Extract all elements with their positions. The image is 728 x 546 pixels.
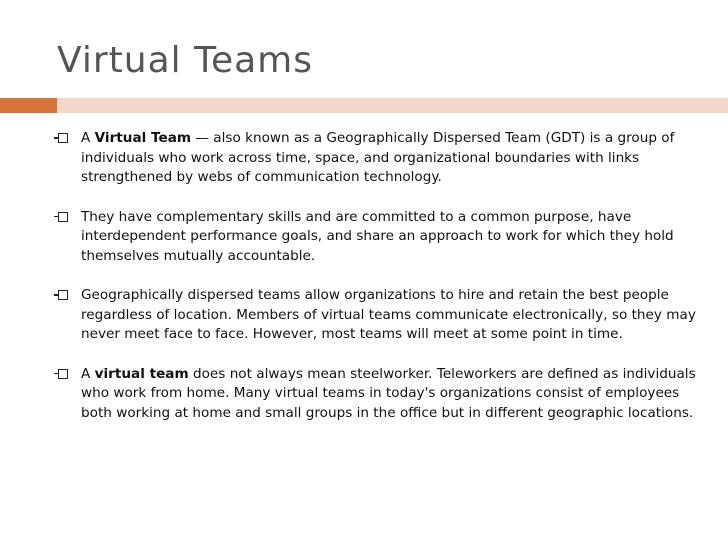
bullet-list — [58, 129, 698, 443]
bullet-text: — also known as a Geographically Dispersed Team (GDT) is a group of individuals who work across time, space, and organizational boundaries with links strengthened by webs of communication technology. — [81, 130, 675, 185]
bullet-item — [58, 286, 698, 345]
bullet-text: They have complementary skills and are committed to a common purpose, have interdependent performance goals, and share an approach to work for which they hold themselves mutually accountable. — [81, 208, 674, 264]
slide-title: Virtual Teams — [57, 40, 313, 81]
bullet-bold-text: Virtual Team — [94, 130, 192, 146]
title-underline-bar — [57, 98, 728, 113]
bullet-bold-text: virtual team — [94, 365, 189, 382]
bullet-text: A — [81, 365, 95, 382]
bullet-text: A — [81, 130, 95, 146]
title-accent-bar — [0, 98, 57, 113]
bullet-item — [58, 208, 698, 267]
square-bullet-icon — [58, 133, 68, 143]
square-bullet-icon — [58, 369, 68, 379]
square-bullet-icon — [58, 290, 68, 300]
bullet-text: Geographically dispersed teams allow organizations to hire and retain the best people regardless of location. Members of virtual teams communicate electronically, so they may never meet face to face. However, most teams will meet at some point in time. — [81, 287, 696, 342]
bullet-text: does not always mean steelworker. Teleworkers are defined as individuals who work from home. Many virtual teams in today's organizations consist of employees both working at home and small groups in the office but in different geographic locations. — [81, 365, 696, 421]
bullet-item — [58, 129, 698, 188]
square-bullet-icon — [58, 212, 68, 222]
bullet-item — [58, 365, 698, 424]
